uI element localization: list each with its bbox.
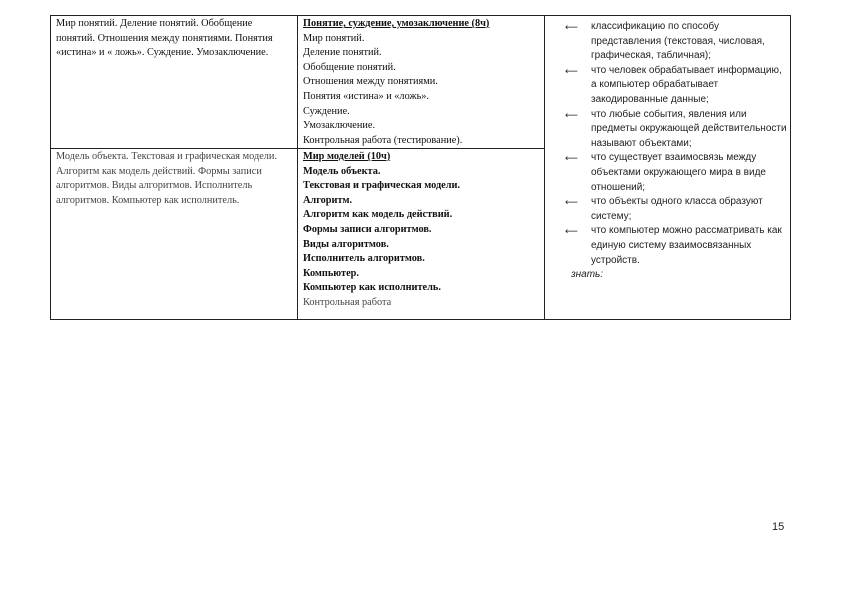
- row2-lesson-item: Компьютер как исполнитель.: [303, 282, 441, 294]
- outcome-item: [565, 224, 787, 268]
- row2-lesson-item: Исполнитель алгоритмов.: [303, 253, 425, 265]
- row2-lesson-item: Текстовая и графическая модели.: [303, 180, 461, 192]
- page-number: 15: [772, 521, 785, 533]
- arrow-bullet-icon: ⟵: [565, 65, 578, 76]
- outcomes-cell: [565, 20, 787, 283]
- row2-lesson-item: Компьютер.: [303, 267, 359, 279]
- outcome-text: что любые события, явления или предметы окружающей действительности называют объектами;: [591, 108, 787, 149]
- row1-topics-cell: [56, 17, 290, 61]
- outcome-item: [565, 20, 787, 64]
- outcome-text: классификацию по способу представления (текстовая, числовая, графическая, табличная);: [591, 21, 765, 62]
- curriculum-table: [50, 15, 791, 320]
- arrow-bullet-icon: ⟵: [565, 22, 578, 32]
- know-label: знать:: [571, 269, 604, 281]
- row1-lesson-item: Умозаключение.: [303, 120, 376, 132]
- row2-lessons-cell: [303, 150, 539, 311]
- column-divider-2: [544, 16, 545, 319]
- outcome-text: что человек обрабатывает информацию, а компьютер обрабатывает закодированные данные;: [591, 64, 782, 105]
- row2-lesson-item: Формы записи алгоритмов.: [303, 223, 432, 235]
- row2-topics-cell: [56, 150, 292, 208]
- outcome-text: что компьютер можно рассматривать как единую систему взаимосвязанных устройств.: [591, 225, 782, 266]
- arrow-bullet-icon: ⟵: [565, 109, 578, 120]
- row1-lesson-item: Обобщение понятий.: [303, 61, 396, 73]
- outcome-text: что существует взаимосвязь между объектами окружающего мира в виде отношений;: [591, 152, 766, 193]
- row2-lesson-item: Виды алгоритмов.: [303, 238, 389, 250]
- outcome-text: что объекты одного класса образуют систему;: [591, 196, 763, 222]
- outcome-item: [565, 64, 787, 108]
- arrow-bullet-icon: ⟵: [565, 226, 578, 237]
- row1-lesson-item: Контрольная работа (тестирование).: [303, 134, 463, 146]
- row1-lesson-item: Суждение.: [303, 105, 350, 117]
- row1-lesson-item: Отношения между понятиями.: [303, 76, 438, 88]
- row1-lesson-item: Деление понятий.: [303, 47, 382, 59]
- column-divider-1: [297, 16, 298, 319]
- row1-lesson-item: Мир понятий.: [303, 32, 365, 44]
- row2-section-title: Мир моделей (10ч): [303, 151, 391, 162]
- row1-lessons-cell: [303, 17, 539, 148]
- outcome-item: [565, 195, 787, 224]
- row2-lesson-item: Алгоритм как модель действий.: [303, 209, 453, 221]
- row1-topics-text: Мир понятий. Деление понятий. Обобщение понятий. Отношения между понятиями. Понятия «истина» и « ложь». Суждение. Умозаключение.: [56, 18, 273, 59]
- row2-topics-text: Модель объекта. Текстовая и графическая модели. Алгоритм как модель действий. Формы записи алгоритмов. Виды алгоритмов. Исполнитель алгоритмов. Компьютер как исполнитель.: [56, 151, 278, 206]
- arrow-bullet-icon: ⟵: [565, 153, 578, 164]
- outcome-item: [565, 151, 787, 195]
- row2-lesson-item: Алгоритм.: [303, 194, 353, 206]
- outcome-item: [565, 108, 787, 152]
- row1-lesson-item: Понятия «истина» и «ложь».: [303, 90, 429, 102]
- row1-section-title: Понятие, суждение, умозаключение (8ч): [303, 18, 490, 29]
- arrow-bullet-icon: ⟵: [565, 197, 578, 208]
- row2-final-test: Контрольная работа: [303, 296, 392, 308]
- row2-lesson-item: Модель объекта.: [303, 165, 381, 177]
